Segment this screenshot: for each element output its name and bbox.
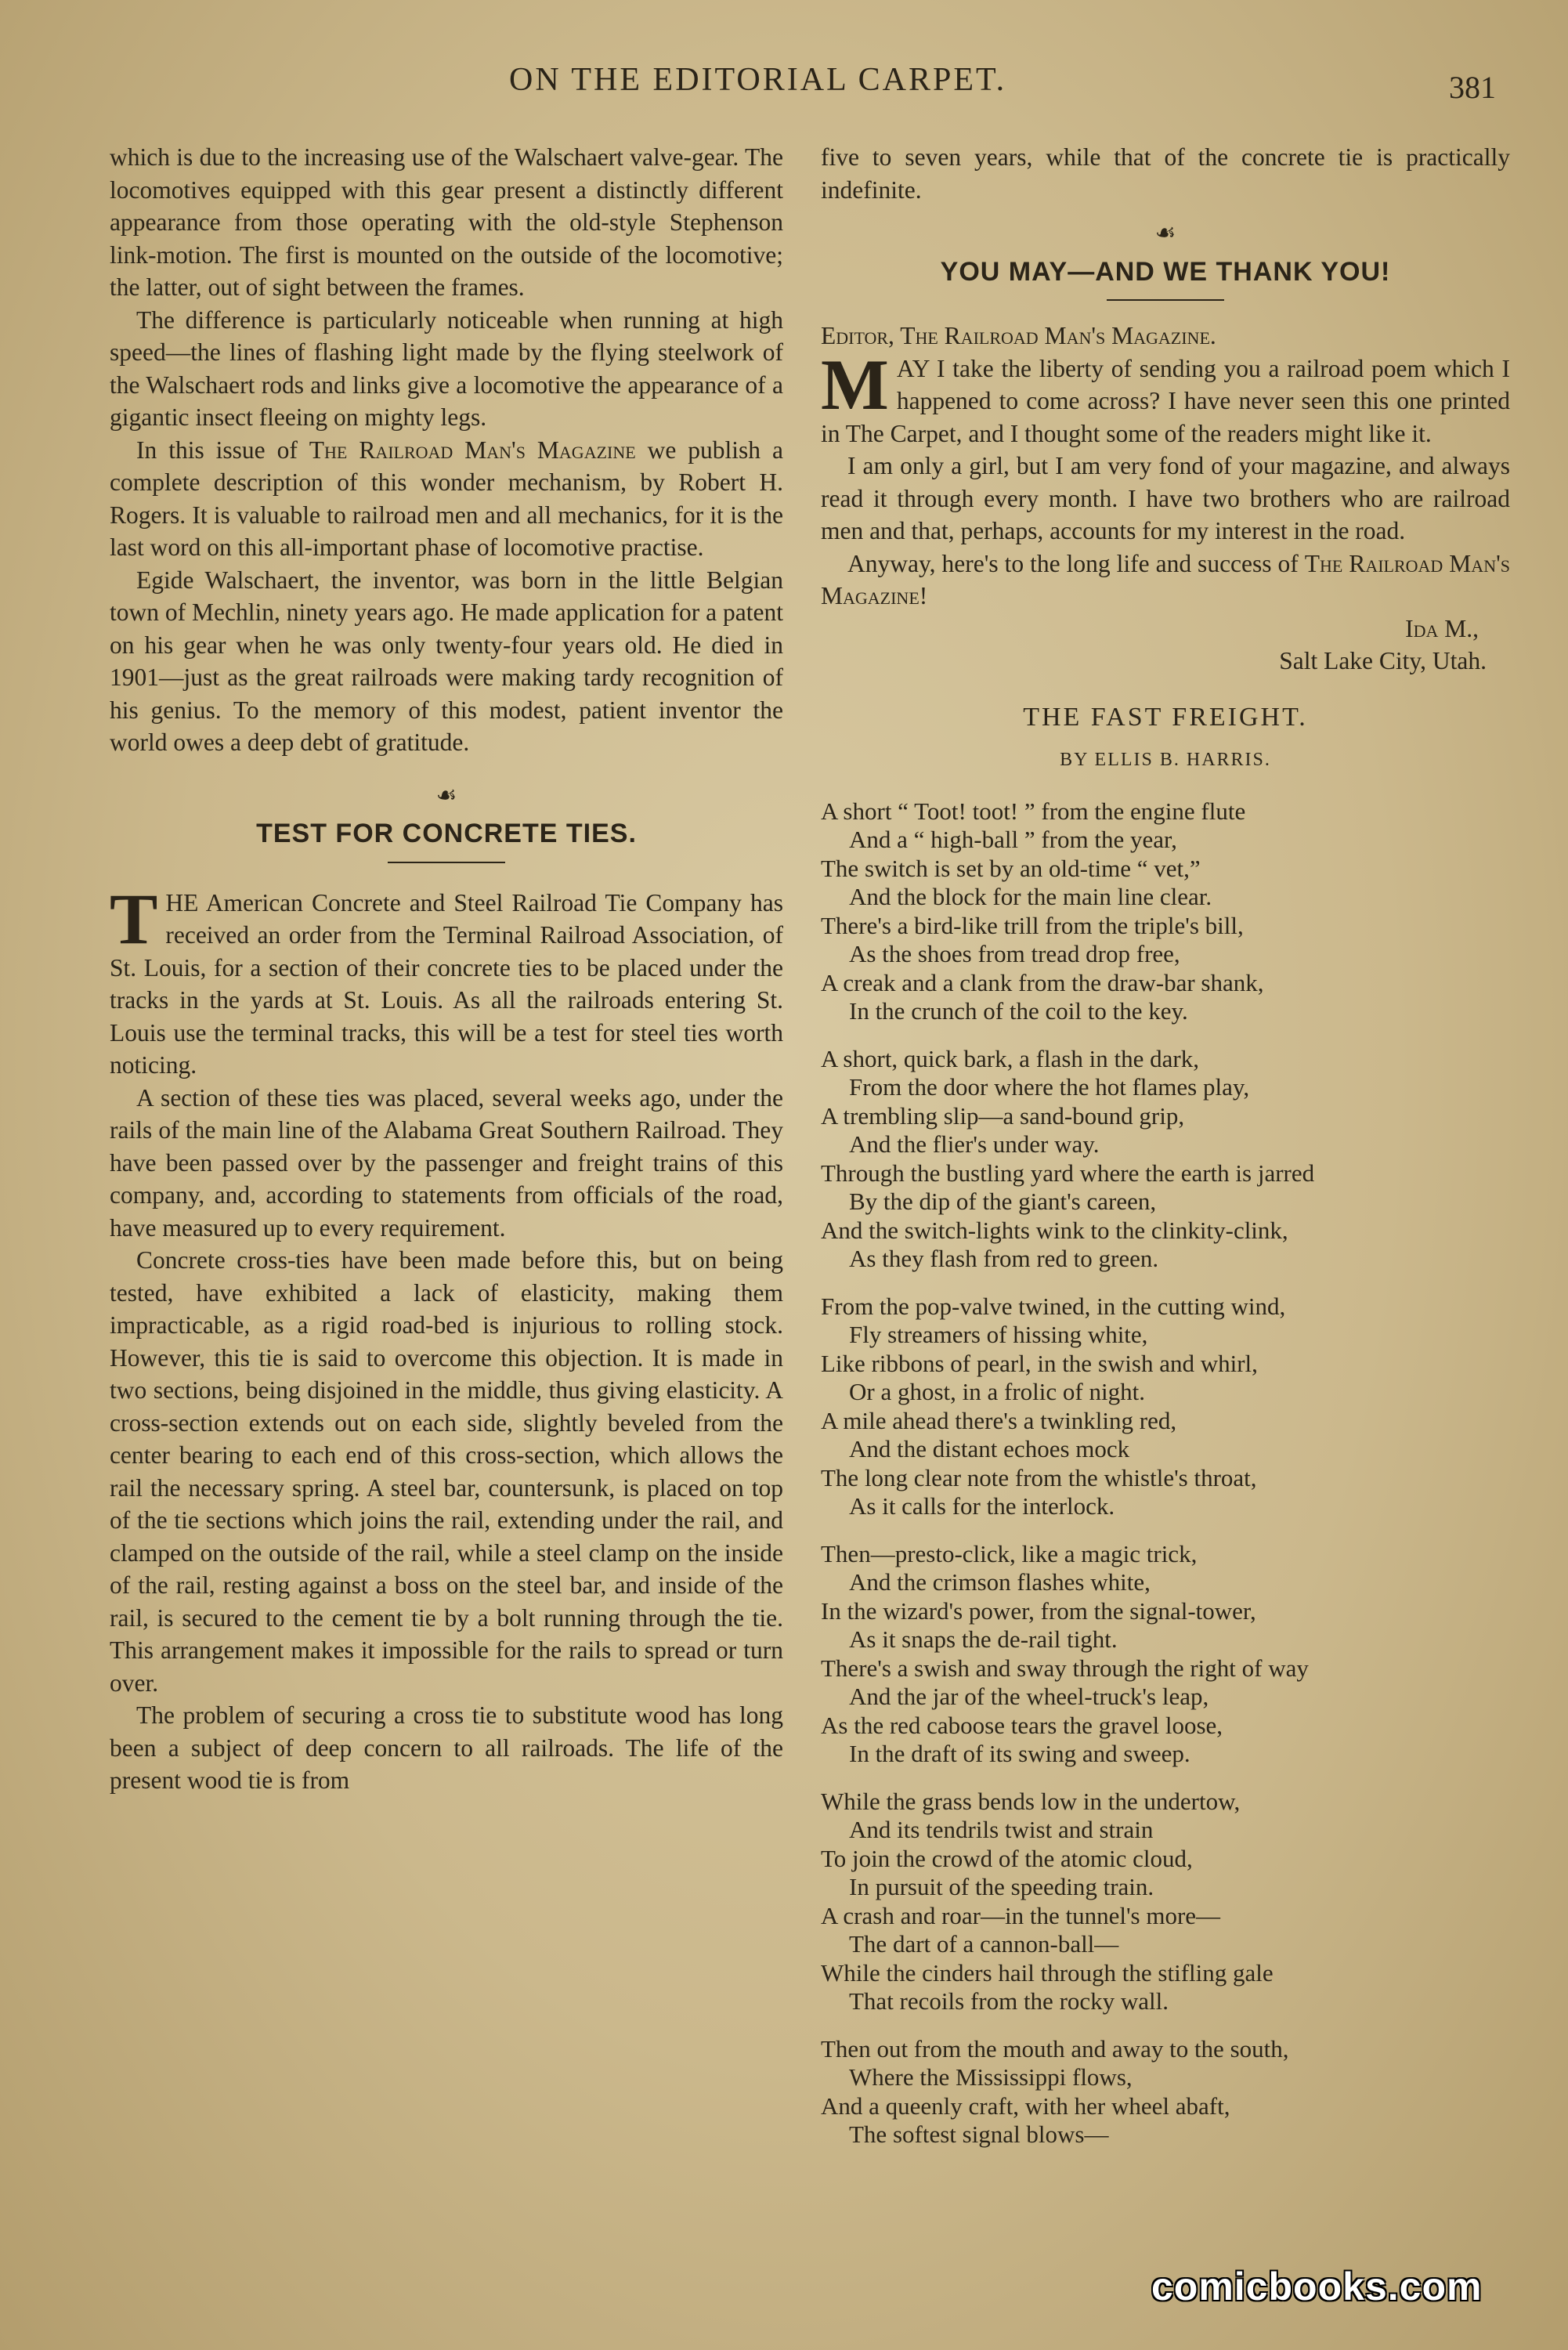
paragraph: Egide Walschaert, the inventor, was born in the little Belgian town of Mechlin, ninety years ago. He made application for a patent on his gear when he was only twenty-four years old. He died in 1901—just as the great railroads were making tardy recognition of his genius. To the memory of this modest, patient inventor the world owes a deep debt of gratitude. [110,566,783,756]
poem-line: As the red caboose tears the gravel loose, [821,1711,1223,1739]
poem-line: And the block for the main line clear. [849,883,1212,910]
left-column [110,141,783,1797]
poem-line: A crash and roar—in the tunnel's more— [821,1901,1221,1929]
poem-line: In the draft of its swing and sweep. [849,1740,1190,1767]
divider [388,862,505,863]
section-title: YOU MAY—AND WE THANK YOU! [940,256,1391,287]
right-column [821,141,1510,2168]
drop-cap: M [821,344,889,425]
ornament-icon: ☙ [435,782,457,808]
poem-line: The switch is set by an old-time “ vet,” [821,854,1201,882]
letter-salutation: Editor, The Railroad Man's Magazine. [821,322,1216,349]
poem-line: Where the Mississippi flows, [849,2063,1133,2091]
poem-line: The softest signal blows— [849,2120,1109,2148]
poem-byline: BY ELLIS B. HARRIS. [1060,750,1271,770]
poem-line: Or a ghost, in a frolic of night. [849,1378,1145,1405]
section-title: TEST FOR CONCRETE TIES. [256,819,637,848]
poem-line: While the grass bends low in the undertow, [821,1787,1241,1815]
watermark: comicbooks.com [1151,2265,1483,2308]
poem-line: And its tendrils twist and strain [849,1816,1154,1843]
poem-line: The dart of a cannon-ball— [849,1930,1119,1958]
paragraph: Anyway, here's to the long life and success of The Railroad Man's Magazine! [821,549,1510,609]
poem-line: By the dip of the giant's careen, [849,1188,1157,1215]
magazine-name: The Railroad Man's Magazine [309,436,636,464]
poem-line: The long clear note from the whistle's throat, [821,1463,1257,1491]
poem-line: Then—presto-click, like a magic trick, [821,1539,1198,1567]
poem-line: And the crimson flashes white, [849,1568,1151,1596]
poem-stanza [821,1045,1510,1274]
poem-line: And the distant echoes mock [849,1435,1130,1462]
poem-line: And the switch-lights wink to the clinkity-clink, [821,1216,1288,1244]
poem-line: There's a bird-like trill from the triple's bill, [821,911,1244,939]
poem-line: And a “ high-ball ” from the year, [849,826,1177,853]
paragraph: MAY I take the liberty of sending you a railroad poem which I happened to come across? I have never seen this one printed in The Carpet, and I thought some of the readers might like it. [821,344,1510,447]
poem-line: As they flash from red to green. [849,1245,1159,1272]
poem-line: A trembling slip—a sand-bound grip, [821,1101,1185,1130]
poem-stanza [821,1788,1510,2016]
divider [1107,299,1224,301]
poem-line: And the flier's under way. [849,1130,1100,1158]
poem-line: From the door where the hot flames play, [849,1073,1250,1101]
poem-line: Then out from the mouth and away to the south, [821,2034,1289,2063]
paragraph: which is due to the increasing use of the Walschaert valve-gear. The locomotives equipped with this gear present a distinctly different appearance from those operating with the old-style Stephenson link-motion. The first is mounted on the outside of the locomotive; the latter, out of sight between the frames. [110,143,783,301]
poem-line: That recoils from the rocky wall. [849,1987,1169,2015]
ornament-icon: ☙ [1154,220,1176,246]
signature-name: Ida M., [1405,614,1479,642]
poem-line: While the cinders hail through the stifling gale [821,1958,1274,1987]
poem-line: A mile ahead there's a twinkling red, [821,1406,1177,1434]
paragraph: In this issue of The Railroad Man's Magazine we publish a complete description of this wonder mechanism, by Robert H. Rogers. It is valuable to railroad men and all mechanics, for it is the last word on this all-important phase of locomotive practise. [110,436,783,561]
poem-line: A creak and a clank from the draw-bar shank, [821,968,1264,996]
poem-line: A short, quick bark, a flash in the dark, [821,1044,1199,1072]
paragraph: I am only a girl, but I am very fond of your magazine, and always read it through every month. I have two brothers who are railroad men and that, perhaps, accounts for my interest in the road. [821,452,1510,544]
paragraph: Concrete cross-ties have been made before this, but on being tested, have exhibited a lack of elasticity, making them impracticable, as a rigid road-bed is injurious to rolling stock. However, this tie is said to overcome this objection. It is made in two sections, being disjoined in the middle, thus giving elasticity. A cross-section extends out on each side, slightly beveled from the center bearing to each end of this cross-section, which allows the rail the necessary spring. A steel bar, countersunk, is placed on top of the tie sections which joins the rail, extending under the rail, and clamped on the outside of the rail, while a steel clamp on the inside of the rail, resting against a boss on the steel bar, and inside of the rail, is secured to the cement tie by a bolt running through the tie. This arrangement makes it impossible for the rails to spread or turn over. [110,1246,783,1697]
running-head: ON THE EDITORIAL CARPET. [509,62,1007,98]
poem-line: In pursuit of the speeding train. [849,1873,1154,1900]
paragraph: THE American Concrete and Steel Railroad Tie Company has received an order from the Terminal Railroad Association, of St. Louis, for a section of their concrete ties to be placed under the tracks in the yards at St. Louis. As all the railroads entering St. Louis use the terminal tracks, this will be a test for steel ties worth noticing. [110,878,783,1079]
poem-line: And the jar of the wheel-truck's leap, [849,1683,1209,1710]
poem-line: In the wizard's power, from the signal-tower, [821,1596,1256,1625]
poem [821,797,1510,2149]
paragraph: five to seven years, while that of the concrete tie is practically indefinite. [821,143,1510,204]
paragraph: The problem of securing a cross tie to substitute wood has long been a subject of deep concern to all railroads. The life of the present wood tie is from [110,1701,783,1794]
poem-line: Fly streamers of hissing white, [849,1321,1148,1348]
poem-line: As it snaps the de-rail tight. [849,1625,1118,1653]
poem-line: There's a swish and sway through the right of way [821,1654,1309,1682]
poem-stanza [821,1540,1510,1769]
poem-stanza [821,2035,1510,2149]
poem-line: As it calls for the interlock. [849,1492,1115,1520]
poem-line: In the crunch of the coil to the key. [849,997,1188,1025]
poem-line: Like ribbons of pearl, in the swish and whirl, [821,1349,1258,1377]
magazine-name: The Railroad Man's Magazine [821,549,1510,609]
poem-line: A short “ Toot! toot! ” from the engine flute [821,797,1246,825]
poem-line: As the shoes from tread drop free, [849,940,1180,967]
poem-title: THE FAST FREIGHT. [1023,702,1308,732]
signature-place: Salt Lake City, Utah. [1279,647,1487,674]
page-header [0,61,1568,116]
drop-cap: T [110,878,158,959]
poem-line: And a queenly craft, with her wheel abaft, [821,2092,1230,2120]
poem-stanza [821,797,1510,1026]
poem-line: Through the bustling yard where the earth is jarred [821,1159,1315,1187]
poem-stanza [821,1292,1510,1521]
paragraph: A section of these ties was placed, several weeks ago, under the rails of the main line of the Alabama Great Southern Railroad. They have been passed over by the passenger and freight trains of this company, and, according to statements from officials of the road, have measured up to every requirement. [110,1083,783,1242]
poem-line: To join the crowd of the atomic cloud, [821,1844,1193,1872]
paragraph: The difference is particularly noticeable when running at high speed—the lines of flashing light made by the flying steelwork of the Walschaert rods and links give a locomotive the appearance of a gigantic insect fleeing on mighty legs. [110,306,783,431]
poem-line: From the pop-valve twined, in the cutting wind, [821,1292,1286,1320]
page-number: 381 [1449,70,1496,105]
